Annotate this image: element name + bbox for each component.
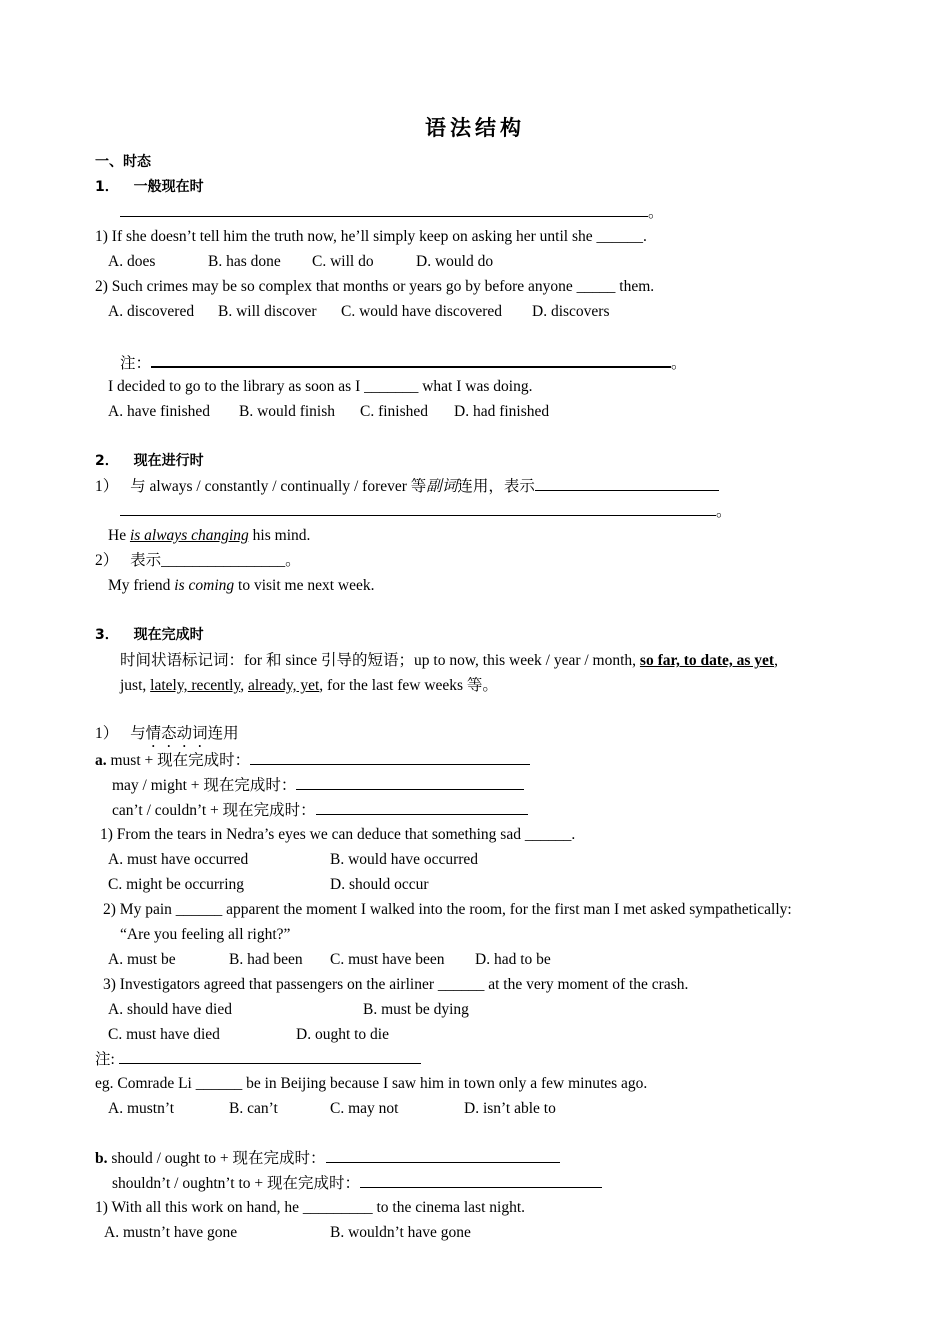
modal-rule <box>112 800 528 821</box>
option-c: C. finished <box>360 403 429 420</box>
page-title: 语法结构 <box>425 115 525 140</box>
item-text: 表示________________。 <box>130 552 301 569</box>
option-a: A. should have died <box>108 1001 232 1018</box>
option-b: B. can’t <box>229 1100 278 1117</box>
example-pre: He <box>108 527 130 544</box>
option-a: A. mustn’t <box>108 1100 175 1117</box>
markers-text: just, <box>120 677 151 694</box>
modal-rule <box>112 775 524 796</box>
question-stem: 3) Investigators agreed that passengers on the airliner ______ at the very moment of the crash. <box>103 976 689 993</box>
markers-sep: , <box>240 677 248 694</box>
answer-blank <box>120 501 716 516</box>
example-sentence <box>108 576 374 596</box>
option-c: C. might be occurring <box>108 876 245 893</box>
sub-label: a. <box>95 752 107 769</box>
answer-blank <box>326 1148 560 1163</box>
note-label: 注： <box>120 355 152 372</box>
item-text-pre: 与 always / constantly / continually / forever 等 <box>130 478 427 495</box>
answer-blank <box>360 1173 602 1188</box>
example-highlight: is coming <box>174 577 235 594</box>
option-d: D. ought to die <box>296 1026 389 1043</box>
option-d: D. discovers <box>532 303 610 320</box>
question-stem: 1) With all this work on hand, he _________ to the cinema last night. <box>95 1199 526 1216</box>
question-options <box>108 1025 389 1045</box>
answer-blank <box>296 775 524 790</box>
option-c: C. must have died <box>108 1026 220 1043</box>
rule-text: can’t / couldn’t + 现在完成时： <box>112 802 316 819</box>
item-text-italic: 副词 <box>426 478 458 495</box>
option-c: C. may not <box>330 1100 399 1117</box>
answer-blank <box>120 202 648 217</box>
option-d: D. had to be <box>475 951 551 968</box>
question-stem: I decided to go to the library as soon as I _______ what I was doing. <box>108 378 533 395</box>
option-d: D. had finished <box>454 403 550 420</box>
markers-text-end: , for the last few weeks 等。 <box>319 677 498 694</box>
question-options <box>108 850 478 870</box>
modal-rule <box>95 750 530 771</box>
option-b: B. would have occurred <box>330 851 479 868</box>
item-number: 1） <box>95 478 119 495</box>
question-stem: 2) Such crimes may be so complex that months or years go by before anyone _____ them. <box>95 278 655 295</box>
option-b: B. must be dying <box>363 1001 469 1018</box>
note-line <box>120 352 687 374</box>
example-sentence <box>108 526 310 546</box>
section-heading-tenses: 一、时态 <box>95 154 151 170</box>
end-mark: 。 <box>671 355 687 372</box>
question-stem: 1) If she doesn’t tell him the truth now, he’ll simply keep on asking her until she ______. <box>95 228 647 245</box>
usage-item <box>95 476 719 497</box>
option-d: D. should occur <box>330 876 429 893</box>
example-post: his mind. <box>248 527 311 544</box>
option-a: A. mustn’t have gone <box>104 1224 238 1241</box>
question-options <box>108 302 610 322</box>
option-a: A. discovered <box>108 303 195 320</box>
question-options <box>108 875 429 895</box>
item-text-post: 连用 <box>207 725 239 742</box>
markers-bold: so far, to date, as yet <box>639 652 775 669</box>
end-mark: 。 <box>648 204 664 221</box>
option-d: D. isn’t able to <box>464 1100 556 1117</box>
option-c: C. must have been <box>330 951 445 968</box>
rule-text: may / might + 现在完成时： <box>112 777 297 794</box>
option-c: C. will do <box>312 253 374 270</box>
item-text-pre: 与 <box>130 725 146 742</box>
modal-rule <box>95 1148 560 1169</box>
markers-text: 时间状语标记词：for 和 since 引导的短语；up to now, this week / year / month, <box>120 652 640 669</box>
heading-text: 现在进行时 <box>133 453 204 469</box>
option-b: B. will discover <box>218 303 317 320</box>
heading-present-continuous <box>95 451 204 471</box>
end-mark: 。 <box>716 503 732 520</box>
item-number: 1） <box>95 725 119 742</box>
time-markers-line1 <box>120 651 778 671</box>
option-d: D. would do <box>416 253 494 270</box>
answer-line <box>120 202 664 223</box>
heading-number: 2． <box>95 453 119 469</box>
answer-line <box>120 501 732 522</box>
option-b: B. had been <box>229 951 303 968</box>
option-a: A. does <box>108 253 156 270</box>
modal-rule <box>112 1173 602 1194</box>
option-a: A. must have occurred <box>108 851 249 868</box>
markers-underlined: already, yet <box>248 677 320 694</box>
answer-blank <box>250 750 530 765</box>
heading-number: 3． <box>95 627 119 643</box>
item-number: 2） <box>95 552 119 569</box>
question-stem: eg. Comrade Li ______ be in Beijing because I saw him in town only a few minutes ago. <box>95 1075 648 1092</box>
markers-comma: , <box>774 652 778 669</box>
heading-text: 一般现在时 <box>133 179 204 195</box>
option-b: B. would finish <box>239 403 336 420</box>
heading-simple-present <box>95 177 204 197</box>
answer-blank <box>535 476 719 491</box>
option-a: A. have finished <box>108 403 211 420</box>
note-line <box>95 1049 421 1070</box>
option-a: A. must be <box>108 951 176 968</box>
rule-text: must + 现在完成时： <box>110 752 251 769</box>
question-stem: 1) From the tears in Nedra’s eyes we can deduce that something sad ______. <box>100 826 576 843</box>
example-highlight: is always changing <box>129 527 249 544</box>
example-pre: My friend <box>108 577 175 594</box>
rule-text: should / ought to + 现在完成时： <box>111 1150 326 1167</box>
answer-blank <box>316 800 528 815</box>
question-stem: 2) My pain ______ apparent the moment I walked into the room, for the first man I met asked sympathetically: <box>103 901 792 918</box>
question-options <box>104 1223 471 1243</box>
question-options <box>108 252 493 272</box>
question-options <box>108 402 549 422</box>
option-c: C. would have discovered <box>341 303 502 320</box>
question-stem-cont: “Are you feeling all right?” <box>120 926 291 943</box>
rule-text: shouldn’t / oughtn’t to + 现在完成时： <box>112 1175 361 1192</box>
item-text-post: 连用，表示 <box>457 478 535 495</box>
usage-item <box>95 551 301 571</box>
sub-label: b. <box>95 1150 108 1167</box>
heading-text: 现在完成时 <box>133 627 204 643</box>
option-b: B. wouldn’t have gone <box>330 1224 471 1241</box>
option-b: B. has done <box>208 253 281 270</box>
note-blank <box>119 1049 421 1064</box>
note-label: 注: <box>95 1051 115 1068</box>
question-options <box>108 1000 469 1020</box>
item-text-emphasis: 情态动词 <box>145 725 208 742</box>
heading-number: 1． <box>95 179 119 195</box>
question-options <box>108 950 551 970</box>
markers-underlined: lately, recently <box>150 677 241 694</box>
example-post: to visit me next week. <box>234 577 375 594</box>
heading-present-perfect <box>95 625 204 645</box>
time-markers-line2 <box>120 676 498 696</box>
question-options <box>108 1099 556 1119</box>
usage-item <box>95 724 239 751</box>
note-blank <box>151 352 671 368</box>
